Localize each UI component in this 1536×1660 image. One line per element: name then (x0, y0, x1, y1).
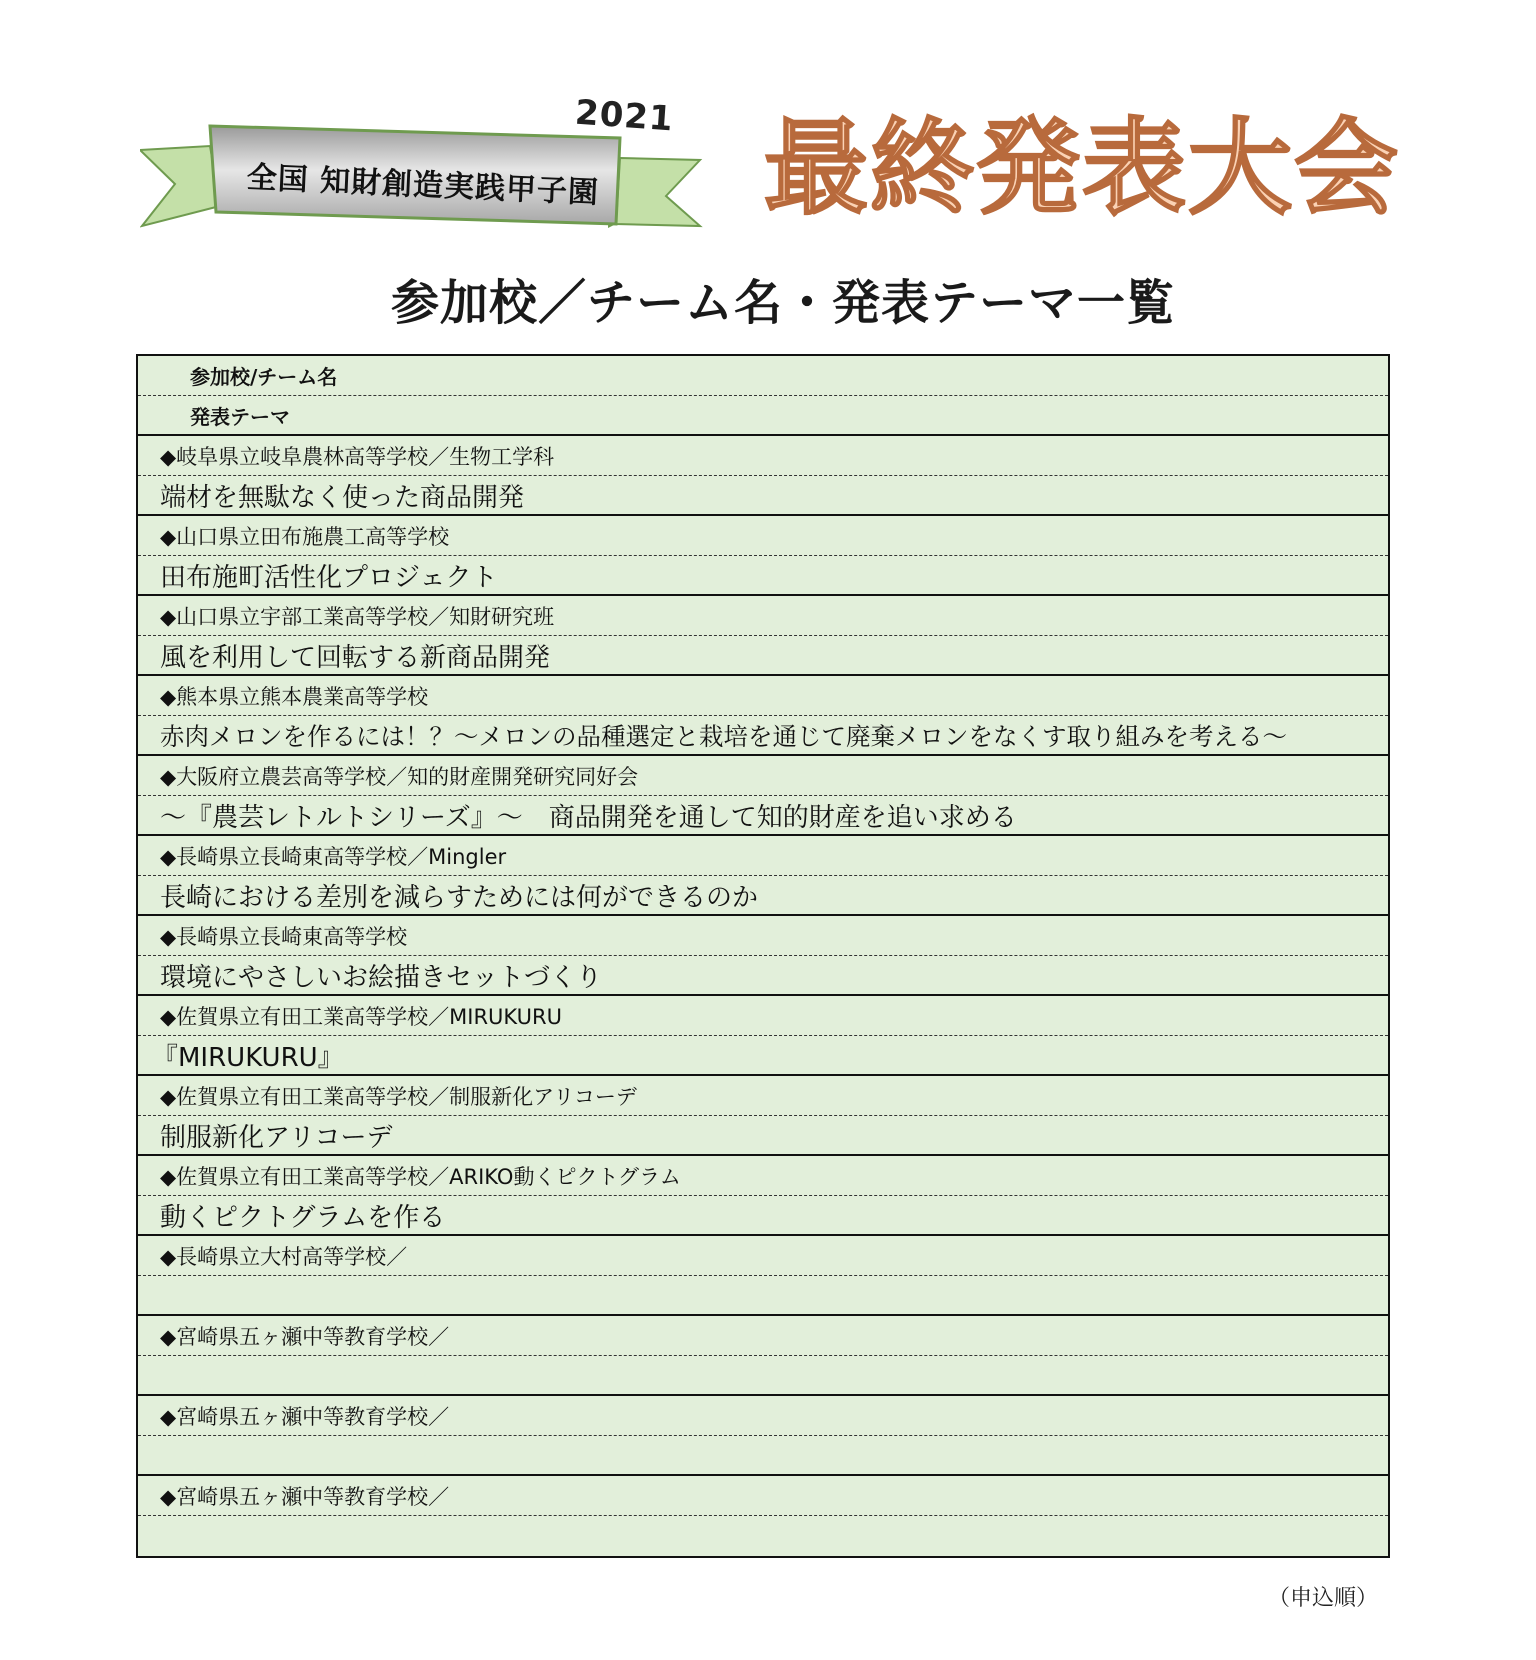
entry-theme: 端材を無駄なく使った商品開発 (138, 476, 1388, 516)
event-year: 2021 (573, 92, 675, 140)
event-ribbon-banner (140, 118, 710, 248)
entry-theme (138, 1276, 1388, 1316)
entry-school: ◆宮崎県五ヶ瀬中等教育学校／ (138, 1316, 1388, 1356)
entry-school: ◆岐阜県立岐阜農林高等学校／生物工学科 (138, 436, 1388, 476)
entry-theme (138, 1436, 1388, 1476)
entry-school: ◆熊本県立熊本農業高等学校 (138, 676, 1388, 716)
entry-school: ◆長崎県立長崎東高等学校／Mingler (138, 836, 1388, 876)
entry-school: ◆宮崎県五ヶ瀬中等教育学校／ (138, 1476, 1388, 1516)
entry-theme: 赤肉メロンを作るには！？～メロンの品種選定と栽培を通じて廃棄メロンをなくす取り組みを考える～ (138, 716, 1388, 756)
entry-theme: 環境にやさしいお絵描きセットづくり (138, 956, 1388, 996)
main-title: 最終発表大会 (764, 107, 1401, 229)
entry-school: ◆佐賀県立有田工業高等学校／制服新化アリコーデ (138, 1076, 1388, 1116)
page-subtitle: 参加校／チーム名・発表テーマ一覧 (390, 275, 1175, 331)
entry-theme: 田布施町活性化プロジェクト (138, 556, 1388, 596)
entry-theme: 風を利用して回転する新商品開発 (138, 636, 1388, 676)
entry-school: ◆佐賀県立有田工業高等学校／ARIKO動くピクトグラム (138, 1156, 1388, 1196)
entry-theme (138, 1356, 1388, 1396)
entry-theme: ～『農芸レトルトシリーズ』～ 商品開発を通して知的財産を追い求める (138, 796, 1388, 836)
entry-theme: 動くピクトグラムを作る (138, 1196, 1388, 1236)
table-header-school: 参加校/チーム名 (138, 356, 1388, 396)
entry-school: ◆長崎県立長崎東高等学校 (138, 916, 1388, 956)
entry-school: ◆宮崎県五ヶ瀬中等教育学校／ (138, 1396, 1388, 1436)
entry-school: ◆佐賀県立有田工業高等学校／MIRUKURU (138, 996, 1388, 1036)
entry-theme: 『MIRUKURU』 (138, 1036, 1388, 1076)
order-note: （申込順） (1268, 1586, 1379, 1611)
entry-theme: 制服新化アリコーデ (138, 1116, 1388, 1156)
entry-school: ◆山口県立宇部工業高等学校／知財研究班 (138, 596, 1388, 636)
entry-school: ◆長崎県立大村高等学校／ (138, 1236, 1388, 1276)
entry-table (136, 354, 1390, 1558)
table-header-theme: 発表テーマ (138, 396, 1388, 436)
entry-theme (138, 1516, 1388, 1556)
ribbon-title: 全国 知財創造実践甲子園 (246, 160, 600, 211)
entry-school: ◆山口県立田布施農工高等学校 (138, 516, 1388, 556)
entry-school: ◆大阪府立農芸高等学校／知的財産開発研究同好会 (138, 756, 1388, 796)
entry-theme: 長崎における差別を減らすためには何ができるのか (138, 876, 1388, 916)
